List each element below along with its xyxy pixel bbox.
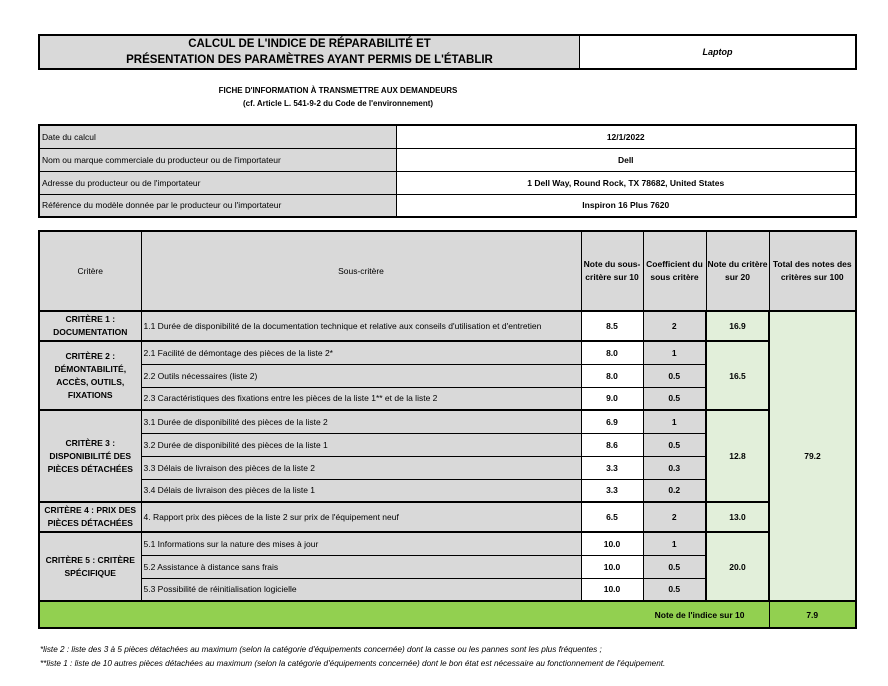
subtitle-line-1: FICHE D'INFORMATION À TRANSMETTRE AUX DEMANDEURS <box>218 86 458 95</box>
sub-criterion-note: 9.0 <box>581 387 643 410</box>
info-row <box>39 125 856 148</box>
info-label: Date du calcul <box>39 125 396 148</box>
sub-criterion-coefficient: 2 <box>643 502 706 532</box>
sub-criterion-note: 8.5 <box>581 311 643 341</box>
criterion-score-20: 16.5 <box>706 341 769 410</box>
info-row <box>39 194 856 217</box>
criterion-name: CRITÈRE 1 : DOCUMENTATION <box>39 311 141 341</box>
sub-criterion-coefficient: 0.3 <box>643 456 706 479</box>
sub-criterion-coefficient: 0.5 <box>643 555 706 578</box>
sub-criterion-note: 10.0 <box>581 578 643 601</box>
info-table <box>38 124 857 218</box>
footnote-liste-2: *liste 2 : liste des 3 à 5 pièces détachées au maximum (selon la catégorie d'équipements concernée) dont la casse ou les pannes sont les plus fréquentes ; <box>40 645 602 654</box>
sub-criterion-coefficient: 1 <box>643 532 706 555</box>
sub-criterion-row <box>39 410 856 433</box>
info-row <box>39 148 856 171</box>
sub-criterion-row <box>39 341 856 364</box>
final-index-value: 7.9 <box>769 601 856 628</box>
title-line-2: PRÉSENTATION DES PARAMÈTRES AYANT PERMIS DE L'ÉTABLIR <box>126 54 493 66</box>
sub-criterion-coefficient: 0.5 <box>643 578 706 601</box>
subtitle-line-2: (cf. Article L. 541-9-2 du Code de l'environnement) <box>242 99 434 108</box>
criterion-name: CRITÈRE 3 : DISPONIBILITÉ DES PIÈCES DÉTACHÉES <box>39 410 141 502</box>
sub-criterion-label: 5.3 Possibilité de réinitialisation logicielle <box>141 578 581 601</box>
sub-criterion-label: 4. Rapport prix des pièces de la liste 2 sur prix de l'équipement neuf <box>141 502 581 532</box>
title-line-1: CALCUL DE L'INDICE DE RÉPARABILITÉ ET <box>188 38 431 50</box>
header-coefficient: Coefficient du sous critère <box>643 231 706 311</box>
sub-criterion-label: 5.2 Assistance à distance sans frais <box>141 555 581 578</box>
sub-criterion-note: 6.5 <box>581 502 643 532</box>
sub-criterion-note: 8.0 <box>581 341 643 364</box>
sub-criterion-coefficient: 1 <box>643 410 706 433</box>
info-row <box>39 171 856 194</box>
sub-criterion-coefficient: 0.2 <box>643 479 706 502</box>
sub-criterion-label: 3.1 Durée de disponibilité des pièces de la liste 2 <box>141 410 581 433</box>
sub-criterion-row <box>39 311 856 341</box>
footnotes <box>40 643 880 671</box>
sub-criterion-note: 3.3 <box>581 456 643 479</box>
sub-criterion-row <box>39 502 856 532</box>
header-critere: Critère <box>39 231 141 311</box>
sub-criterion-label: 2.3 Caractéristiques des fixations entre les pièces de la liste 1** et de la liste 2 <box>141 387 581 410</box>
sub-criterion-coefficient: 0.5 <box>643 387 706 410</box>
info-label: Adresse du producteur ou de l'importateur <box>39 171 396 194</box>
sub-criterion-label: 3.4 Délais de livraison des pièces de la liste 1 <box>141 479 581 502</box>
total-score-100: 79.2 <box>769 311 856 601</box>
product-category: Laptop <box>702 47 733 57</box>
sub-criterion-label: 5.1 Informations sur la nature des mises à jour <box>141 532 581 555</box>
table-header-row <box>39 231 856 311</box>
criterion-score-20: 16.9 <box>706 311 769 341</box>
footnote-liste-1: **liste 1 : liste de 10 autres pièces détachées au maximum (selon la catégorie d'équipements concernée) dont le bon état est nécessaire au fonctionnement de l'équipement. <box>40 659 666 668</box>
sub-criterion-note: 10.0 <box>581 555 643 578</box>
document-title <box>40 36 580 68</box>
criteria-table <box>38 230 857 629</box>
criterion-name: CRITÈRE 2 : DÉMONTABILITÉ, ACCÈS, OUTILS, FIXATIONS <box>39 341 141 410</box>
sub-criterion-coefficient: 0.5 <box>643 364 706 387</box>
sub-criterion-note: 3.3 <box>581 479 643 502</box>
sub-criterion-note: 8.0 <box>581 364 643 387</box>
sub-criterion-label: 3.2 Durée de disponibilité des pièces de la liste 1 <box>141 433 581 456</box>
info-value: 12/1/2022 <box>396 125 856 148</box>
info-label: Nom ou marque commerciale du producteur ou de l'importateur <box>39 148 396 171</box>
sub-criterion-row <box>39 532 856 555</box>
sub-criterion-label: 1.1 Durée de disponibilité de la documentation technique et relative aux conseils d'utilisation et d'entretien <box>141 311 581 341</box>
final-index-label: Note de l'indice sur 10 <box>39 601 769 628</box>
sub-criterion-coefficient: 1 <box>643 341 706 364</box>
header-total: Total des notes des critères sur 100 <box>769 231 856 311</box>
sub-criterion-label: 3.3 Délais de livraison des pièces de la liste 2 <box>141 456 581 479</box>
info-value: Inspiron 16 Plus 7620 <box>396 194 856 217</box>
sub-criterion-note: 10.0 <box>581 532 643 555</box>
subtitle <box>38 84 638 110</box>
criterion-name: CRITÈRE 5 : CRITÈRE SPÉCIFIQUE <box>39 532 141 601</box>
criterion-name: CRITÈRE 4 : PRIX DES PIÈCES DÉTACHÉES <box>39 502 141 532</box>
info-label: Référence du modèle donnée par le producteur ou l'importateur <box>39 194 396 217</box>
sub-criterion-coefficient: 2 <box>643 311 706 341</box>
sub-criterion-note: 8.6 <box>581 433 643 456</box>
sub-criterion-note: 6.9 <box>581 410 643 433</box>
criterion-score-20: 12.8 <box>706 410 769 502</box>
header-note-critere: Note du critère sur 20 <box>706 231 769 311</box>
title-box <box>38 34 857 70</box>
sub-criterion-coefficient: 0.5 <box>643 433 706 456</box>
sub-criterion-label: 2.1 Facilité de démontage des pièces de la liste 2* <box>141 341 581 364</box>
final-index-row <box>39 601 856 628</box>
info-value: Dell <box>396 148 856 171</box>
sub-criterion-label: 2.2 Outils nécessaires (liste 2) <box>141 364 581 387</box>
info-value: 1 Dell Way, Round Rock, TX 78682, United States <box>396 171 856 194</box>
criterion-score-20: 13.0 <box>706 502 769 532</box>
header-note-sous-critere: Note du sous-critère sur 10 <box>581 231 643 311</box>
criterion-score-20: 20.0 <box>706 532 769 601</box>
header-sous-critere: Sous-critère <box>141 231 581 311</box>
